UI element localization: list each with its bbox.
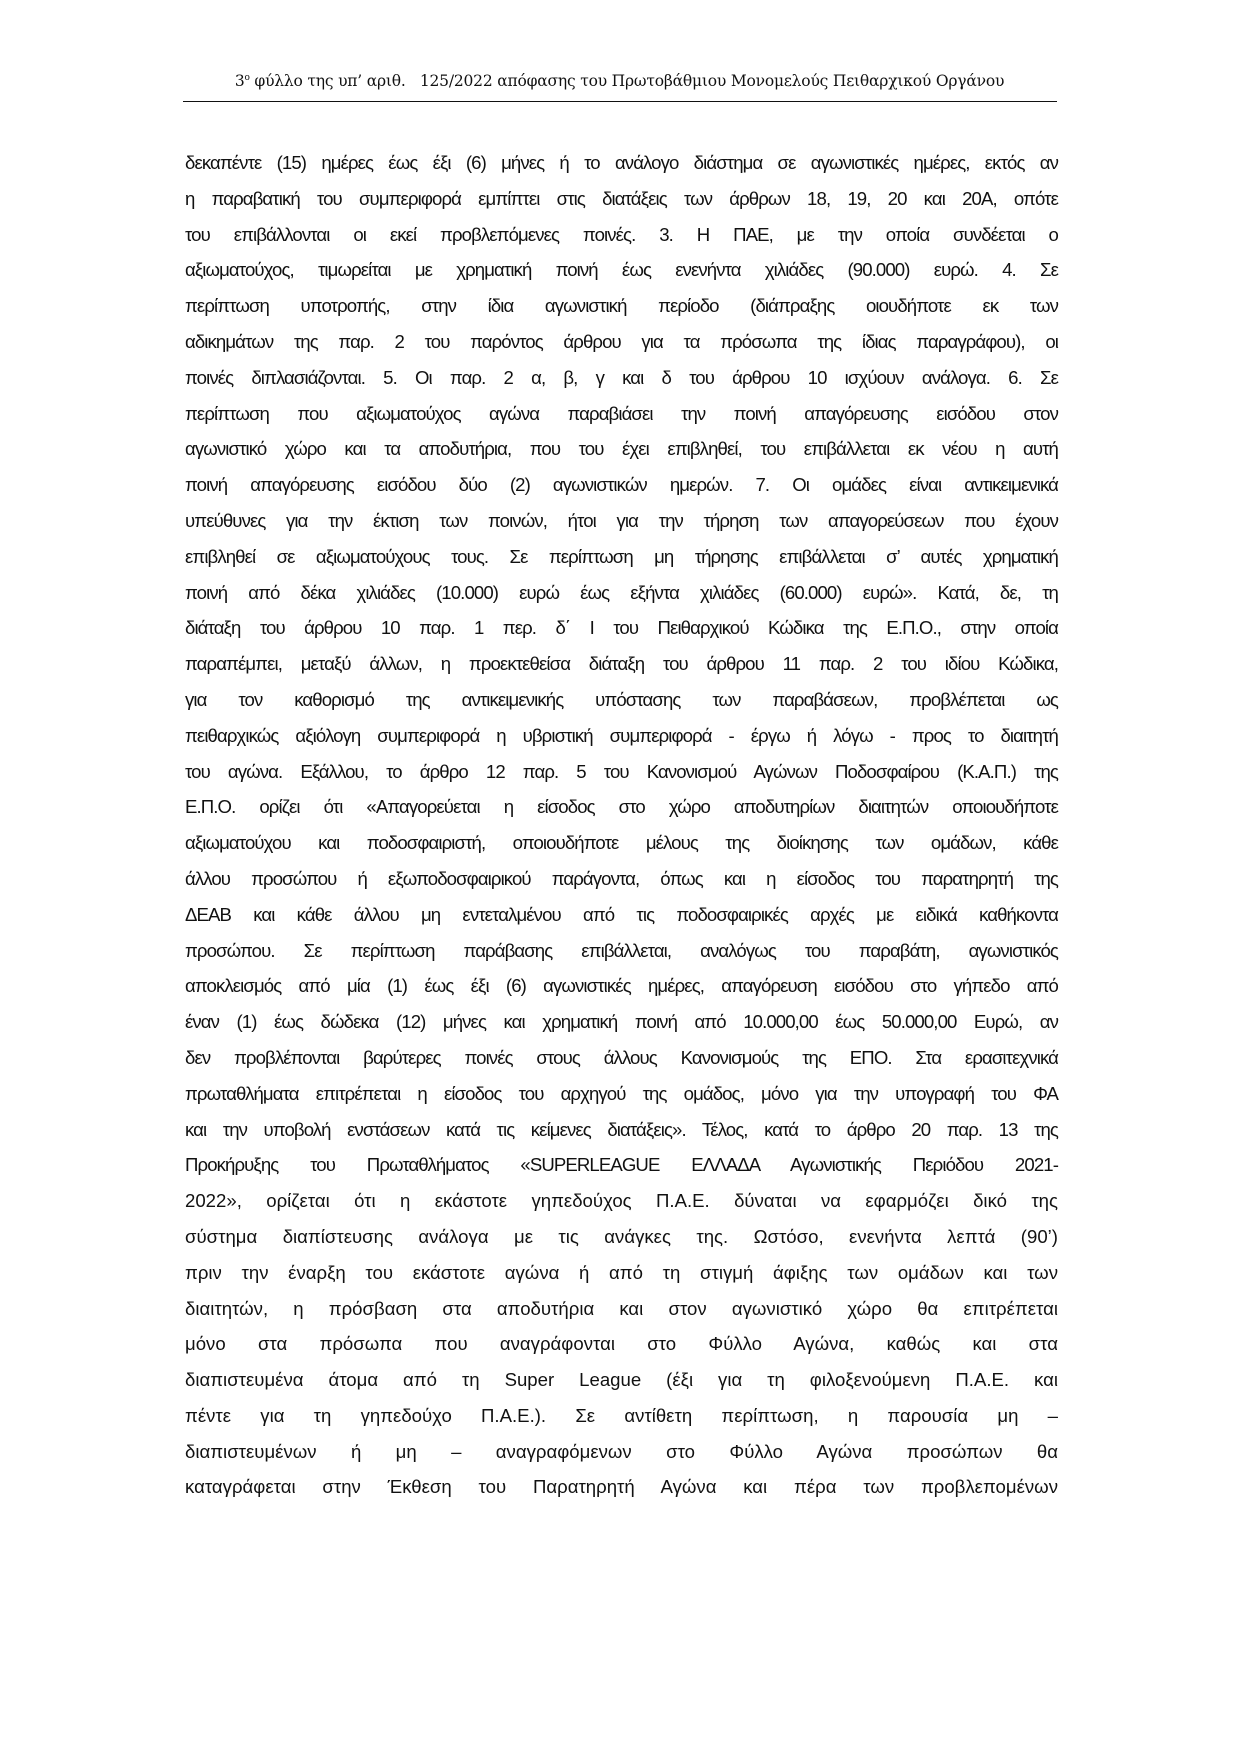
body-line [185, 252, 1058, 288]
body-line [185, 933, 1058, 969]
body-line [185, 861, 1058, 897]
body-line-text: για τον καθορισμό της αντικειμενικής υπόστασης των παραβάσεων, προβλέπεται ως [185, 688, 1058, 710]
body-line [185, 1291, 1058, 1327]
header-divider [183, 101, 1057, 102]
body-line-text: περίπτωση που αξιωματούχος αγώνα παραβιάσει την ποινή απαγόρευσης εισόδου στον [185, 402, 1058, 424]
body-line-text: παραπέμπει, μεταξύ άλλων, η προεκτεθείσα διάταξη του άρθρου 11 παρ. 2 του ιδίου Κώδικα, [185, 653, 1058, 675]
body-line [185, 360, 1058, 396]
body-line [185, 539, 1058, 575]
body-line [185, 789, 1058, 825]
document-body [185, 145, 1058, 1505]
body-line-text: ποινές διπλασιάζονται. 5. Οι παρ. 2 α, β, γ και δ του άρθρου 10 ισχύουν ανάλογα. 6. Σε [185, 366, 1058, 388]
body-line [185, 825, 1058, 861]
body-line [185, 754, 1058, 790]
body-line [185, 897, 1058, 933]
body-line [185, 431, 1058, 467]
body-line-text: ποινή από δέκα χιλιάδες (10.000) ευρώ έως εξήντα χιλιάδες (60.000) ευρώ». Κατά, δε, τη [185, 581, 1058, 603]
body-line-text: αδικημάτων της παρ. 2 του παρόντος άρθρου για τα πρόσωπα της ίδιας παραγράφου), οι [185, 330, 1058, 352]
body-line [185, 324, 1058, 360]
body-line [185, 682, 1058, 718]
body-line-text: διαπιστευμένα άτομα από τη Super League (έξι για τη φιλοξενούμενη Π.Α.Ε. και [185, 1369, 1058, 1391]
body-line-text: πέντε για τη γηπεδούχο Π.Α.Ε.). Σε αντίθετη περίπτωση, η παρουσία μη – [185, 1404, 1058, 1426]
body-line-text: πειθαρχικώς αξιόλογη συμπεριφορά η υβριστική συμπεριφορά - έργω ή λόγω - προς το διαιτητή [185, 724, 1058, 746]
body-line [185, 1219, 1058, 1255]
body-line [185, 396, 1058, 432]
body-line-text: πρωταθλήματα επιτρέπεται η είσοδος του αρχηγού της ομάδος, μόνο για την υπογραφή του ΦΑ [185, 1082, 1058, 1104]
body-line-text: διάταξη του άρθρου 10 παρ. 1 περ. δ΄ Ι του Πειθαρχικού Κώδικα της Ε.Π.Ο., στην οποία [185, 617, 1058, 639]
body-line-text: αποκλεισμός από μία (1) έως έξι (6) αγωνιστικές ημέρες, απαγόρευση εισόδου στο γήπεδο από [185, 975, 1058, 997]
body-line [185, 145, 1058, 181]
body-line-text: άλλου προσώπου ή εξωποδοσφαιρικού παράγοντα, όπως και η είσοδος του παρατηρητή της [185, 867, 1058, 889]
body-line-text: αξιωματούχος, τιμωρείται με χρηματική ποινή έως ενενήντα χιλιάδες (90.000) ευρώ. 4. Σε [185, 259, 1058, 281]
body-line-text: Ε.Π.Ο. ορίζει ότι «Απαγορεύεται η είσοδος στο χώρο αποδυτηρίων διαιτητών οποιουδήποτε [185, 796, 1058, 818]
body-line [185, 718, 1058, 754]
body-line [185, 1183, 1058, 1219]
body-line-text: προσώπου. Σε περίπτωση παράβασης επιβάλλεται, αναλόγως του παραβάτη, αγωνιστικός [185, 939, 1058, 961]
body-line [185, 1004, 1058, 1040]
body-line-text: αξιωματούχου και ποδοσφαιριστή, οποιουδήποτε μέλους της διοίκησης των ομάδων, κάθε [185, 832, 1058, 854]
body-line-text: επιβληθεί σε αξιωματούχους τους. Σε περίπτωση μη τήρησης επιβάλλεται σ’ αυτές χρηματική [185, 545, 1058, 567]
body-line-text: δεκαπέντε (15) ημέρες έως έξι (6) μήνες ή το ανάλογο διάστημα σε αγωνιστικές ημέρες, εκτός αν [185, 152, 1058, 173]
body-line-text: του επιβάλλονται οι εκεί προβλεπόμενες ποινές. 3. Η ΠΑΕ, με την οποία συνδέεται ο [185, 223, 1058, 245]
body-line [185, 1398, 1058, 1434]
body-line-text: πριν την έναρξη του εκάστοτε αγώνα ή από τη στιγμή άφιξης των ομάδων και των [185, 1261, 1058, 1283]
header-text: φύλλο της υπ’ αριθ. 125/2022 απόφασης του Πρωτοβάθμιου Μονομελούς Πειθαρχικού Οργάνου [249, 72, 1005, 90]
body-line-text: ΔΕΑΒ και κάθε άλλου μη εντεταλμένου από τις ποδοσφαιρικές αρχές με ειδικά καθήκοντα [185, 903, 1058, 925]
body-line-text: αγωνιστικό χώρο και τα αποδυτήρια, που του έχει επιβληθεί, του επιβάλλεται εκ νέου η αυτή [185, 438, 1058, 460]
body-line [185, 1362, 1058, 1398]
body-line-text: η παραβατική του συμπεριφορά εμπίπτει στις διατάξεις των άρθρων 18, 19, 20 και 20Α, οπότε [185, 187, 1058, 209]
body-line-text: και την υποβολή ενστάσεων κατά τις κείμενες διατάξεις». Τέλος, κατά το άρθρο 20 παρ. 13 της [185, 1118, 1058, 1140]
body-line [185, 610, 1058, 646]
body-line [185, 1112, 1058, 1148]
body-line [185, 968, 1058, 1004]
body-line [185, 503, 1058, 539]
body-line [185, 575, 1058, 611]
body-line-text: διαιτητών, η πρόσβαση στα αποδυτήρια και στον αγωνιστικό χώρο θα επιτρέπεται [185, 1297, 1058, 1319]
body-line-text: μόνο στα πρόσωπα που αναγράφονται στο Φύλλο Αγώνα, καθώς και στα [185, 1333, 1058, 1355]
body-line-text: καταγράφεται στην Έκθεση του Παρατηρητή Αγώνα και πέρα των προβλεπομένων [185, 1476, 1058, 1498]
body-line [185, 467, 1058, 503]
body-line [185, 181, 1058, 217]
body-line-text: Προκήρυξης του Πρωταθλήματος «SUPERLEAGUE ΕΛΛΑΔΑ Αγωνιστικής Περιόδου 2021- [185, 1154, 1058, 1176]
body-line [185, 288, 1058, 324]
body-line [185, 217, 1058, 253]
body-line [185, 1326, 1058, 1362]
sheet-ordinal-suffix: ο [244, 73, 250, 83]
body-line-text: υπεύθυνες για την έκτιση των ποινών, ήτοι για την τήρηση των απαγορεύσεων που έχουν [185, 509, 1058, 531]
body-line [185, 646, 1058, 682]
body-line [185, 1255, 1058, 1291]
body-line-text: σύστημα διαπίστευσης ανάλογα με τις ανάγκες της. Ωστόσο, ενενήντα λεπτά (90’) [185, 1225, 1058, 1247]
sheet-ordinal: 3 [234, 72, 245, 90]
body-line-text: ποινή απαγόρευσης εισόδου δύο (2) αγωνιστικών ημερών. 7. Οι ομάδες είναι αντικειμενικά [185, 474, 1058, 496]
body-line [185, 1076, 1058, 1112]
body-line-text: διαπιστευμένων ή μη – αναγραφόμενων στο Φύλλο Αγώνα προσώπων θα [185, 1440, 1058, 1462]
body-line-text: 2022», ορίζεται ότι η εκάστοτε γηπεδούχος Π.Α.Ε. δύναται να εφαρμόζει δικό της [185, 1190, 1058, 1212]
body-line-text: δεν προβλέπονται βαρύτερες ποινές στους άλλους Κανονισμούς της ΕΠΟ. Στα ερασιτεχνικά [185, 1046, 1058, 1068]
body-line [185, 1040, 1058, 1076]
body-line-text: του αγώνα. Εξάλλου, το άρθρο 12 παρ. 5 του Κανονισμού Αγώνων Ποδοσφαίρου (Κ.Α.Π.) της [185, 760, 1058, 782]
body-line-text: έναν (1) έως δώδεκα (12) μήνες και χρηματική ποινή από 10.000,00 έως 50.000,00 Ευρώ, αν [185, 1011, 1058, 1033]
body-line-text: περίπτωση υποτροπής, στην ίδια αγωνιστική περίοδο (διάπραξης οιουδήποτε εκ των [185, 295, 1058, 317]
body-line [185, 1434, 1058, 1470]
body-line [185, 1469, 1058, 1505]
body-line [185, 1147, 1058, 1183]
page-header [183, 68, 1056, 91]
